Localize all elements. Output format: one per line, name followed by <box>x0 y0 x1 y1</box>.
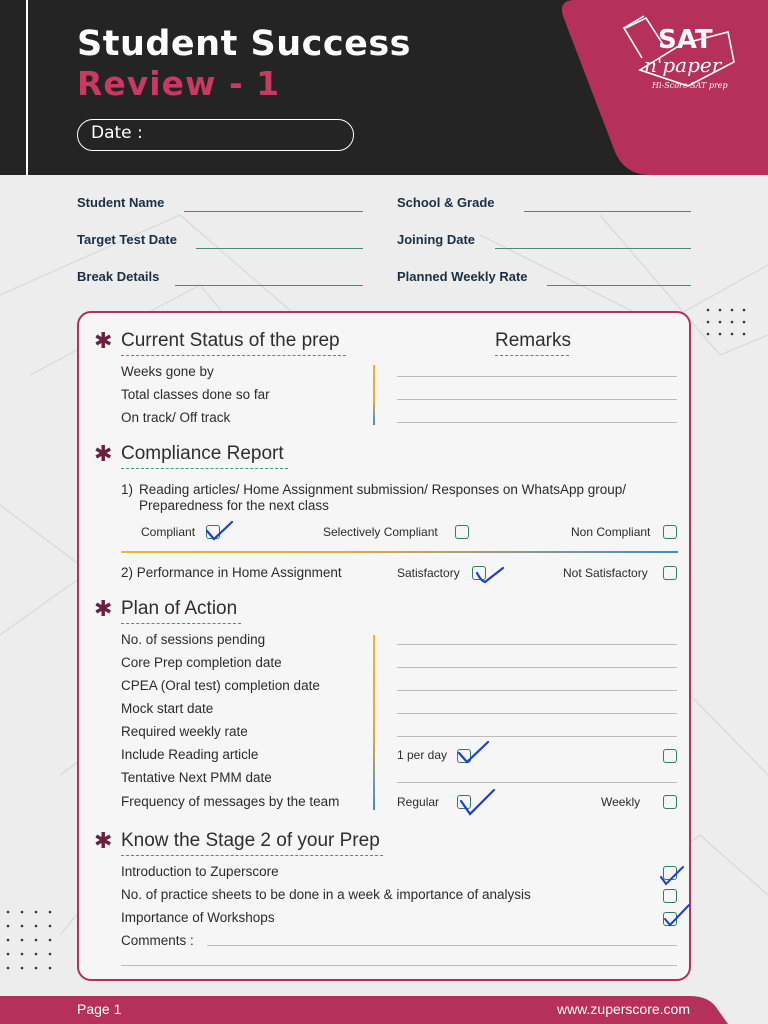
plan-line-cpea[interactable] <box>397 690 677 691</box>
plan-row-core-prep: Core Prep completion date <box>121 655 282 670</box>
stage2-underline <box>121 855 383 856</box>
page-footer <box>0 996 768 1024</box>
not-satisfactory-checkbox[interactable] <box>663 566 677 580</box>
logo-tagline: Hi-Score SAT prep <box>652 81 728 90</box>
school-grade-field[interactable] <box>397 190 691 212</box>
reading-other-checkbox[interactable] <box>663 749 677 763</box>
target-test-date-label: Target Test Date <box>77 232 177 247</box>
status-row-track: On track/ Off track <box>121 410 231 425</box>
joining-date-line <box>495 248 691 249</box>
compliance-divider <box>121 551 678 553</box>
remark-line-classes[interactable] <box>397 399 677 400</box>
page-number: Page 1 <box>77 1001 122 1017</box>
plan-row-weekly-rate: Required weekly rate <box>121 724 248 739</box>
compliance-item1-line2: Preparedness for the next class <box>139 498 329 513</box>
remark-line-weeks[interactable] <box>397 376 677 377</box>
status-divider <box>373 365 375 425</box>
target-test-date-field[interactable] <box>77 227 363 249</box>
plan-divider <box>373 635 375 810</box>
joining-date-field[interactable] <box>397 227 691 249</box>
option-non-compliant-label: Non Compliant <box>571 525 651 539</box>
joining-date-label: Joining Date <box>397 232 476 247</box>
remarks-underline <box>495 355 569 356</box>
logo-text-npaper: n'paper <box>644 53 722 77</box>
target-test-date-line <box>196 248 363 249</box>
option-selectively-label: Selectively Compliant <box>323 525 438 539</box>
plan-row-cpea: CPEA (Oral test) completion date <box>121 678 320 693</box>
page-subtitle: Review - 1 <box>77 64 281 103</box>
logo-text-sat: SAT <box>658 25 713 55</box>
planned-weekly-rate-field[interactable] <box>397 264 691 286</box>
stage2-row-practice: No. of practice sheets to be done in a week & importance of analysis <box>121 887 531 902</box>
plan-line-core-prep[interactable] <box>397 667 677 668</box>
plan-row-frequency: Frequency of messages by the team <box>121 794 340 809</box>
planned-weekly-rate-label: Planned Weekly Rate <box>397 269 528 284</box>
school-grade-line <box>524 211 691 212</box>
comments-label: Comments : <box>121 933 194 948</box>
check-mark-icon <box>663 903 691 927</box>
status-row-weeks: Weeks gone by <box>121 364 214 379</box>
student-name-field[interactable] <box>77 190 363 212</box>
page-title: Student Success <box>77 24 412 64</box>
option-per-day-label: 1 per day <box>397 748 448 762</box>
compliance-item1-number: 1) <box>121 482 134 497</box>
break-details-label: Break Details <box>77 269 160 284</box>
star-bullet-icon: ✱ <box>94 829 113 854</box>
current-status-title: Current Status of the prep <box>121 330 340 351</box>
stage2-row-workshops: Importance of Workshops <box>121 910 275 925</box>
star-bullet-icon: ✱ <box>94 329 113 354</box>
remarks-title: Remarks <box>495 330 572 351</box>
star-bullet-icon: ✱ <box>94 597 113 622</box>
student-info-fields <box>0 190 768 300</box>
break-details-line <box>175 285 363 286</box>
current-status-underline <box>121 355 346 356</box>
break-details-field[interactable] <box>77 264 363 286</box>
option-regular-label: Regular <box>397 795 440 809</box>
check-mark-icon <box>457 739 491 765</box>
star-bullet-icon: ✱ <box>94 442 113 467</box>
plan-row-reading: Include Reading article <box>121 747 259 762</box>
plan-line-weekly-rate[interactable] <box>397 736 677 737</box>
plan-line-mock[interactable] <box>397 713 677 714</box>
status-row-classes: Total classes done so far <box>121 387 270 402</box>
student-name-line <box>184 211 363 212</box>
option-weekly-label: Weekly <box>601 795 641 809</box>
option-satisfactory-label: Satisfactory <box>397 566 460 580</box>
selectively-compliant-checkbox[interactable] <box>455 525 469 539</box>
student-name-label: Student Name <box>77 195 165 210</box>
plan-line-sessions[interactable] <box>397 644 677 645</box>
option-compliant-label: Compliant <box>141 525 196 539</box>
check-mark-icon <box>459 787 497 817</box>
stage2-row-intro: Introduction to Zuperscore <box>121 864 279 879</box>
plan-row-mock: Mock start date <box>121 701 214 716</box>
comments-line-1[interactable] <box>207 945 677 946</box>
planned-weekly-rate-line <box>547 285 691 286</box>
weekly-checkbox[interactable] <box>663 795 677 809</box>
plan-line-pmm[interactable] <box>397 782 677 783</box>
compliance-title: Compliance Report <box>121 443 284 464</box>
check-mark-icon <box>205 519 235 543</box>
footer-website-link[interactable]: www.zuperscore.com <box>556 1001 690 1017</box>
plan-underline <box>121 623 241 624</box>
stage2-practice-checkbox[interactable] <box>663 889 677 903</box>
brand-logo <box>618 14 746 102</box>
compliance-item1-line1: Reading articles/ Home Assignment submission/ Responses on WhatsApp group/ <box>139 482 626 497</box>
compliance-item2: 2) Performance in Home Assignment <box>121 565 342 580</box>
check-mark-icon <box>475 563 505 585</box>
comments-line-2[interactable] <box>121 965 677 966</box>
date-label: Date : <box>91 123 143 143</box>
header-divider <box>26 0 28 175</box>
page-header <box>0 0 768 175</box>
date-field[interactable] <box>77 119 354 151</box>
non-compliant-checkbox[interactable] <box>663 525 677 539</box>
remark-line-track[interactable] <box>397 422 677 423</box>
decor-dots-right <box>702 306 752 346</box>
plan-row-pmm: Tentative Next PMM date <box>121 770 272 785</box>
stage2-title: Know the Stage 2 of your Prep <box>121 830 380 851</box>
option-not-satisfactory-label: Not Satisfactory <box>563 566 648 580</box>
check-mark-icon <box>659 865 685 887</box>
review-card <box>77 311 691 981</box>
decor-dots-left <box>0 906 66 970</box>
compliance-underline <box>121 468 288 469</box>
plan-row-sessions: No. of sessions pending <box>121 632 266 647</box>
plan-title: Plan of Action <box>121 598 238 619</box>
school-grade-label: School & Grade <box>397 195 495 210</box>
